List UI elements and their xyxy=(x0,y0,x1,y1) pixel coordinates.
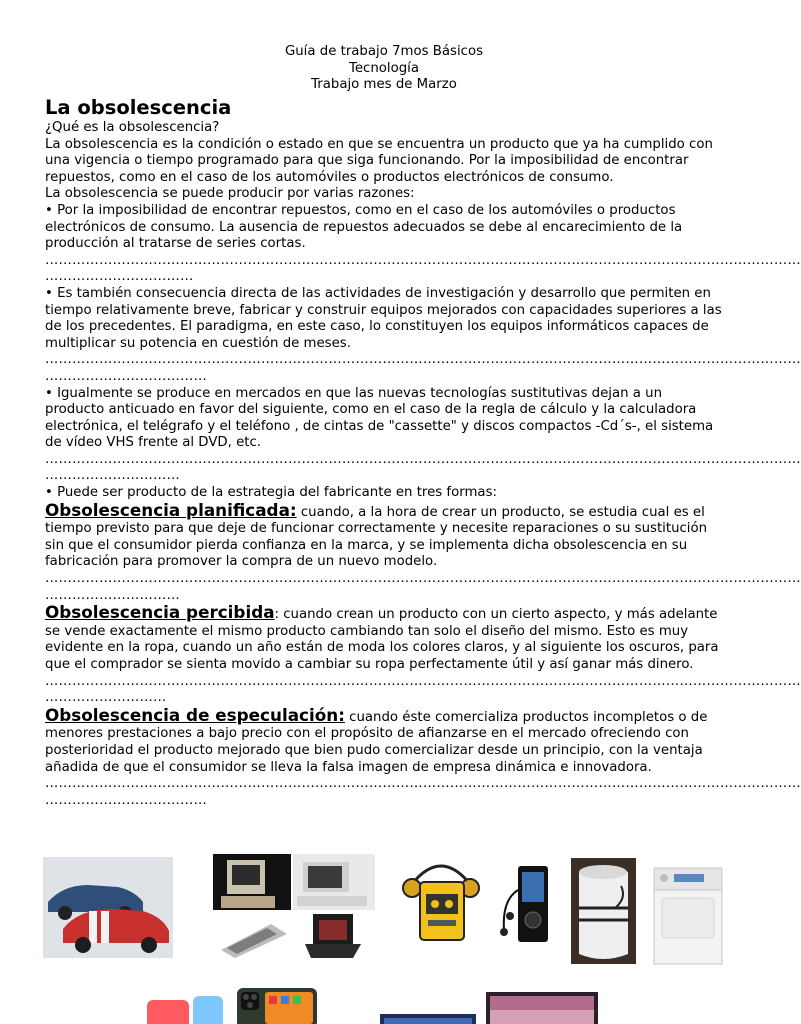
answer-dotted-line: ……………………………… xyxy=(45,368,207,384)
bullet-substitution: • Igualmente se produce en mercados en que las nuevas tecnologías sustitutivas dejan a un producto anticuado en favor del siguiente, como en el caso de la regla de cálculo y la calculadora electrónica, el telégrafo y el teléfono , de cintas de "cassette" y discos compactos -Cd´s-, el sistema de vídeo VHS frente al DVD, etc. xyxy=(45,385,714,451)
televisions-photo xyxy=(378,990,600,1024)
header-line-period: Trabajo mes de Marzo xyxy=(311,77,457,93)
perceived-obsolescence-text: : cuando crean un producto con un cierto aspecto, y más adelante se vende exactamente el mismo producto cambiando tan solo el diseño del mismo. Esto es muy evidente en la ropa, cuando un año están de moda los colores claros, y al siguiente los oscuros, para que el comprador se sienta movido a cambiar su ropa perfectamente útil y así ganar más dinero. xyxy=(45,607,719,672)
old-computers-photo xyxy=(213,854,375,962)
bullet-parts: • Por la imposibilidad de encontrar repuestos, como en el caso de los automóviles o productos electrónicos de consumo. La ausencia de repuestos adecuados se debe al encarecimiento de la producción al tratarse de series cortas. xyxy=(45,202,683,252)
bullet-strategy: • Puede ser producto de la estrategia del fabricante en tres formas: xyxy=(45,485,497,501)
speculation-obsolescence-text: cuando éste comercializa productos incompletos o de menores prestaciones a bajo precio con el propósito de afianzarse en el mercado ofreciendo con posterioridad el producto mejorado que bien pudo comercializar desde un principio, con la ventaja añadida de que el consumidor se lleva la falsa imagen de empresa dinámica e innovadora. xyxy=(45,709,708,775)
washing-machine-old-photo xyxy=(571,858,636,964)
reasons-intro: La obsolescencia se puede producir por varias razones: xyxy=(45,186,415,202)
answer-dotted-line: …………………………………………………………………………………………………………………………………………………… xyxy=(45,252,801,268)
answer-dotted-line: …………………………………………………………………………………………………………………………………………………… xyxy=(45,776,801,792)
answer-dotted-line: …………………………………………………………………………………………………………………………………………………… xyxy=(45,571,801,587)
product-images-strip xyxy=(0,850,768,1024)
header-line-subject: Tecnología xyxy=(348,60,420,76)
header-line-course: Guía de trabajo 7mos Básicos xyxy=(284,44,484,59)
document-title: La obsolescencia xyxy=(45,96,232,119)
planned-obsolescence-paragraph xyxy=(45,499,725,571)
cars-photo xyxy=(43,857,173,958)
answer-dotted-line: …………………………………………………………………………………………………………………………………………………… xyxy=(45,451,801,467)
bullet-research: • Es también consecuencia directa de las actividades de investigación y desarrollo que permiten en tiempo relativamente breve, fabricar y construir equipos mejorados con capacidades superiores a las de los precedentes. El paradigma, en este caso, lo constituyen los equipos informáticos capaces de multiplicar su potencia en cuestión de meses. xyxy=(45,285,722,351)
answer-dotted-line: ………………………… xyxy=(45,587,180,603)
planned-obsolescence-text: cuando, a la hora de crear un producto, se estudia cual es el tiempo previsto para que deje de funcionar correctamente y necesite reparaciones o su sustitución sin que el consumidor pierda confianza en la marca, y se implementa dicha obsolescencia en su fabricación para promover la compra de un nuevo modelo. xyxy=(45,504,708,570)
speculation-obsolescence-heading: Obsolescencia de especulación: xyxy=(45,704,345,725)
speculation-obsolescence-paragraph xyxy=(45,704,725,776)
cassette-player-photo xyxy=(398,854,484,950)
answer-dotted-line: …………………………… xyxy=(45,269,194,285)
answer-dotted-line: …………………………………………………………………………………………………………………………………………………… xyxy=(45,673,801,689)
perceived-obsolescence-paragraph xyxy=(45,604,725,673)
answer-dotted-line: ……………………………… xyxy=(45,792,207,808)
question-text: ¿Qué es la obsolescencia? xyxy=(45,120,220,135)
answer-dotted-line: ……………………… xyxy=(45,690,167,706)
document-header xyxy=(0,44,768,94)
perceived-obsolescence-heading: Obsolescencia percibida xyxy=(45,602,275,623)
planned-obsolescence-heading: Obsolescencia planificada: xyxy=(45,499,297,520)
answer-dotted-line: ………………………… xyxy=(45,468,180,484)
answer-dotted-line: …………………………………………………………………………………………………………………………………………………… xyxy=(45,352,801,368)
definition-paragraph: La obsolescencia es la condición o estado en que se encuentra un producto que ya ha cumplido con una vigencia o tiempo programado para que siga funcionando. Por la imposibilidad de encontrar repuestos, como en el caso de los automóviles o productos electrónicos de consumo. xyxy=(45,136,713,185)
document-body xyxy=(45,96,801,809)
mp3-player-photo xyxy=(496,860,566,948)
washing-machine-new-photo xyxy=(648,858,728,970)
smartphones-photo xyxy=(141,986,321,1024)
